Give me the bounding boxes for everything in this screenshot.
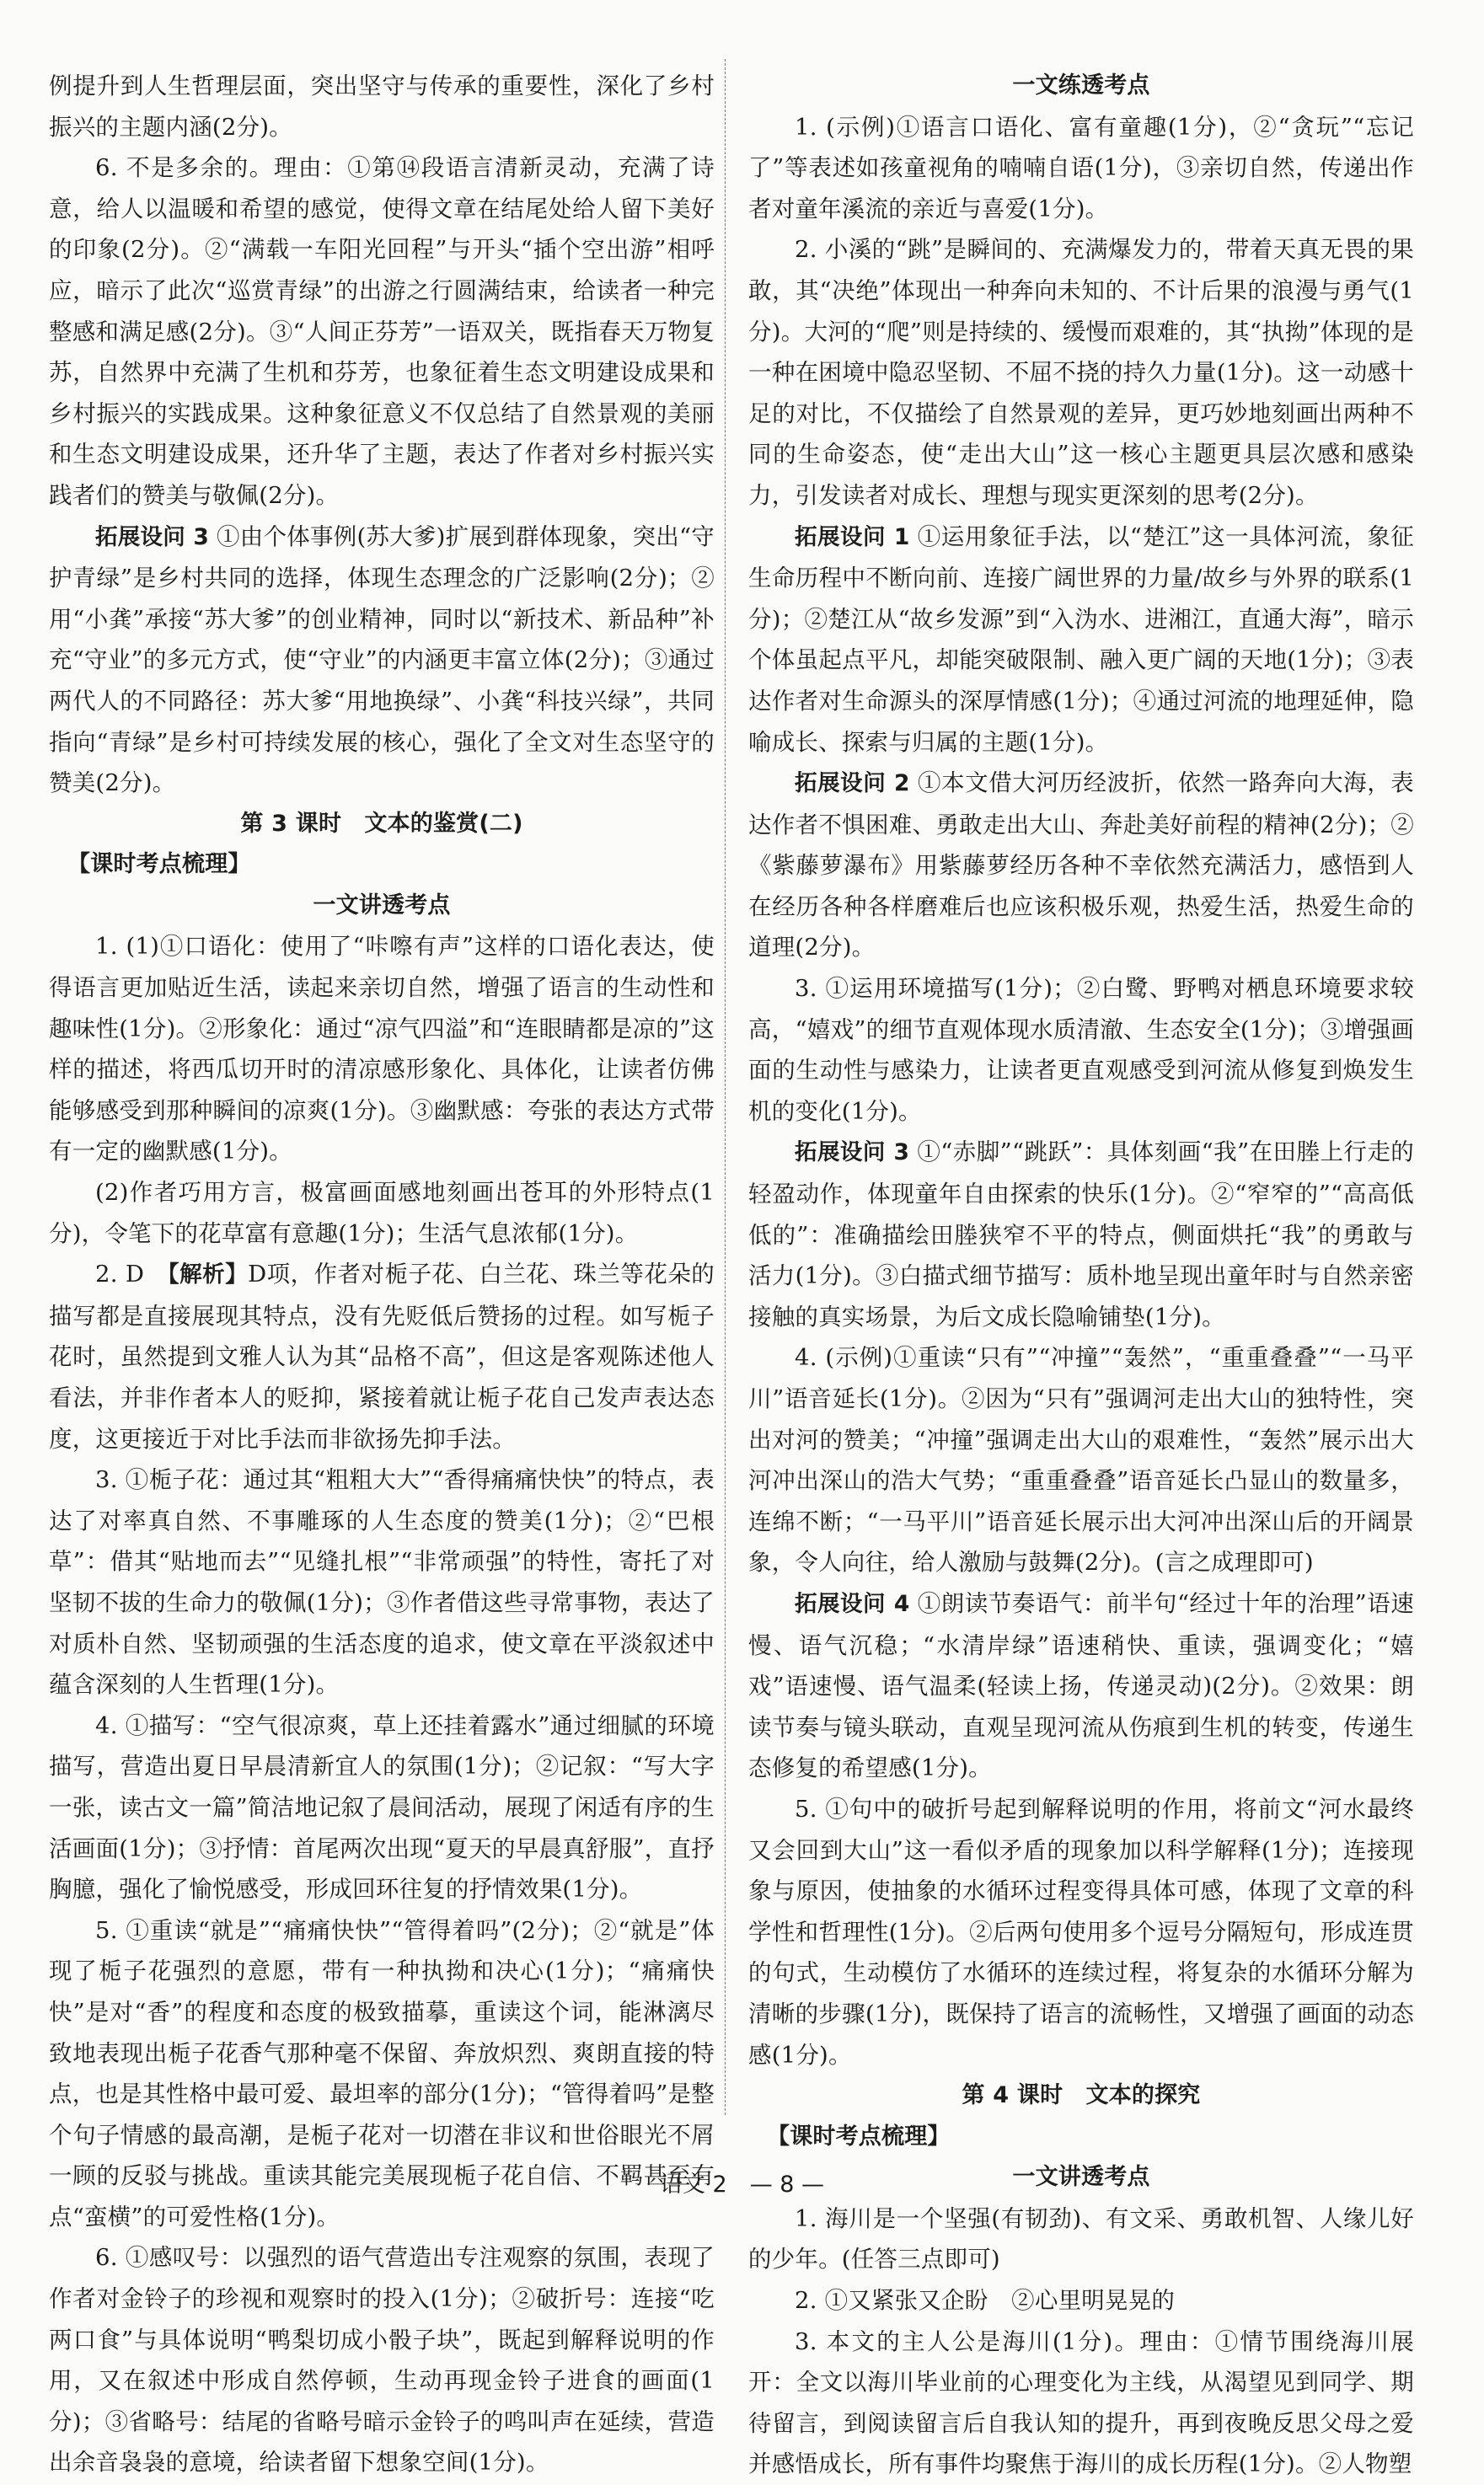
- answer-text: 5. ①句中的破折号起到解释说明的作用，将前文“河水最终又会回到大山”这一看似矛盾的现象加以科学解释(1分)；连接现象与原因，使抽象的水循环过程变得具体可感，体现了文章的科学性和哲理性(1分)。②后两句使用多个逗号分隔短句，形成连贯的句式，生动模仿了水循环的连续过程，将复杂的水循环分解为清晰的步骤(1分)，既保持了语言的流畅性，又增强了画面的动态感(1分)。: [748, 1795, 1414, 2069]
- answer-text: D项，作者对栀子花、白兰花、珠兰等花朵的描写都是直接展现其特点，没有先贬低后赞扬的过程。如写栀子花时，虽然提到文雅人认为其“品格不高”，但这是客观陈述他人看法，并非作者本人的贬抑，紧接着就让栀子花自己发声表达态度，这更接近于对比手法而非欲扬先抑手法。: [49, 1261, 715, 1453]
- answer-text: ①本文借大河历经波折，依然一路奔向大海，表达作者不惧困难、勇敢走出大山、奔赴美好前程的精神(2分)；②《紫藤萝瀑布》用紫藤萝经历各种不幸依然充满活力，感悟到人在经历各种各样磨难后也应该积极乐观，热爱生活，热爱生命的道理(2分)。: [748, 769, 1415, 961]
- answer-paragraph: [49, 147, 715, 516]
- question-label: 拓展设问 2: [795, 770, 910, 797]
- lesson-heading: 第 4 课时 文本的探究: [962, 2082, 1201, 2109]
- left-column: [49, 66, 715, 2483]
- answer-text: 1. 海川是一个坚强(有韧劲)、有文采、勇敢机智、人缘儿好的少年。(任答三点即可): [748, 2204, 1414, 2273]
- answer-text: 5. ①重读“就是”“痛痛快快”“管得着吗”(2分)；②“就是”体现了栀子花强烈的意愿，带有一种执拗和决心(1分)；“痛痛快快”是对“香”的程度和态度的极致描摹，重读这个词，能淋漓尽致地表现出栀子花香气那种毫不保留、奔放炽烈、爽朗直接的特点，也是其性格中最可爱、最坦率的部分(1分)；“管得着吗”是整个句子情感的最高潮，是栀子花对一切潜在非议和世俗眼光不屑一顾的反驳与挑战。重读其能完美展现栀子花自信、不羁甚至有点“蛮横”的可爱性格(1分)。: [49, 1916, 715, 2231]
- answer-paragraph: [49, 926, 715, 1172]
- answer-paragraph: [748, 1583, 1414, 1789]
- question-label: 拓展设问 3: [95, 523, 210, 550]
- answer-paragraph: [748, 107, 1414, 230]
- answer-text: ①运用象征手法，以“楚江”这一具体河流，象征生命历程中不断向前、连接广阔世界的力量/故乡与外界的联系(1分)；②楚江从“故乡发源”到“入沩水、进湘江，直通大海”，暗示个体虽起点平凡，却能突破限制、融入更广阔的天地(1分)；③表达作者对生命源头的深厚情感(1分)；④通过河流的地理延伸，隐喻成长、探索与归属的主题(1分)。: [748, 522, 1414, 756]
- question-label: 拓展设问 3: [795, 1139, 910, 1166]
- answer-text: 1. (1)①口语化：使用了“咔嚓有声”这样的口语化表达，使得语言更加贴近生活，读起来亲切自然，增强了语言的生动性和趣味性(1分)。②形象化：通过“凉气四溢”和“连眼睛都是凉的”这样的描述，将西瓜切开时的清凉感形象化、具体化，让读者仿佛能够感受到那种瞬间的凉爽(1分)。③幽默感：夸张的表达方式带有一定的幽默感(1分)。: [49, 933, 715, 1165]
- subsection-heading: 一文练透考点: [1012, 72, 1150, 99]
- answer-text: 2. 小溪的“跳”是瞬间的、充满爆发力的，带着天真无畏的果敢，其“决绝”体现出一种奔向未知的、不计后果的浪漫与勇气(1分)。大河的“爬”则是持续的、缓慢而艰难的，其“执拗”体现的是一种在困境中隐忍坚韧、不屈不挠的持久力量(1分)。这一动感十足的对比，不仅描绘了自然景观的差异，更巧妙地刻画出两种不同的生命姿态，使“走出大山”这一核心主题更具层次感和感染力，引发读者对成长、理想与现实更深刻的思考(2分)。: [748, 236, 1414, 509]
- answer-text: 2. ①又紧张又企盼 ②心里明晃晃的: [795, 2287, 1176, 2315]
- answer-prefix: 2. D: [95, 1261, 169, 1288]
- question-label: 拓展设问 4: [795, 1590, 910, 1617]
- answer-paragraph: [748, 1789, 1414, 2075]
- answer-text: ①由个体事例(苏大爹)扩展到群体现象，突出“守护青绿”是乡村共同的选择，体现生态理念的广泛影响(2分)；②用“小龚”承接“苏大爹”的创业精神，同时以“新技术、新品种”补充“守业”的多元方式，使“守业”的内涵更丰富立体(2分)；③通过两代人的不同路径：苏大爹“用地换绿”、小龚“科技兴绿”，共同指向“青绿”是乡村可持续发展的核心，强化了全文对生态坚守的赞美(2分)。: [49, 522, 715, 797]
- answer-paragraph: [49, 2237, 715, 2483]
- lesson-heading: 第 3 课时 文本的鉴赏(二): [240, 810, 523, 837]
- answer-paragraph: [49, 1706, 715, 1910]
- answer-paragraph: [748, 1337, 1414, 1583]
- answer-text: 1. (示例)①语言口语化、富有童趣(1分)，②“贪玩”“忘记了”等表述如孩童视角的喃喃自语(1分)，③亲切自然，传递出作者对童年溪流的亲近与喜爱(1分)。: [748, 113, 1414, 222]
- answer-paragraph: [748, 229, 1414, 516]
- page-footer: 语文 2 — 8 —: [659, 2172, 825, 2198]
- answer-paragraph: [49, 1172, 715, 1254]
- answer-paragraph: [748, 517, 1414, 763]
- answer-text: (2)作者巧用方言，极富画面感地刻画出苍耳的外形特点(1分)，令笔下的花草富有意趣(1分)；生活气息浓郁(1分)。: [49, 1179, 715, 1247]
- question-label: 拓展设问 1: [795, 523, 910, 550]
- answer-text: 3. ①栀子花：通过其“粗粗大大”“香得痛痛快快”的特点，表达了对率真自然、不事雕琢的人生态度的赞美(1分)；②“巴根草”：借其“贴地而去”“见缝扎根”“非常顽强”的特性，寄托了对坚韧不拔的生命力的敬佩(1分)；③作者借这些寻常事物，表达了对质朴自然、坚韧顽强的生活态度的追求，使文章在平淡叙述中蕴含深刻的人生哲理(1分)。: [49, 1466, 715, 1699]
- answer-text: ①朗读节奏语气：前半句“经过十年的治理”语速慢、语气沉稳；“水清岸绿”语速稍快、重读，强调变化；“嬉戏”语速慢、语气温柔(轻读上扬，传递灵动)(2分)。②效果：朗读节奏与镜头联动，直观呈现河流从伤痕到生机的转变，传递生态修复的希望感(1分)。: [748, 1589, 1414, 1782]
- answer-paragraph: [748, 1132, 1414, 1337]
- answer-paragraph: [748, 2198, 1414, 2280]
- answer-paragraph: [49, 1254, 715, 1459]
- answer-text: 6. 不是多余的。理由：①第⑭段语言清新灵动，充满了诗意，给人以温暖和希望的感觉，使得文章在结尾处给人留下美好的印象(2分)。②“满载一车阳光回程”与开头“插个空出游”相呼应，暗示了此次“巡赏青绿”的出游之行圆满结束，给读者一种完整感和满足感(2分)。③“人间正芬芳”一语双关，既指春天万物复苏，自然界中充满了生机和芬芳，也象征着生态文明建设成果和乡村振兴的实践成果。这种象征意义不仅总结了自然景观的美丽和生态文明建设成果，还升华了主题，表达了作者对乡村振兴实践者们的赞美与敬佩(2分)。: [49, 154, 715, 509]
- answer-text: 4. (示例)①重读“只有”“冲撞”“轰然”，“重重叠叠”“一马平川”语音延长(1分)。②因为“只有”强调河走出大山的独特性，突出对河的赞美；“冲撞”强调走出大山的艰难性，“轰然”展示出大河冲出深山的浩大气势；“重重叠叠”语音延长凸显山的数量多，连绵不断；“一马平川”语音延长展示出大河冲出深山后的开阔景象，令人向往，给人激励与鼓舞(2分)。(言之成理即可): [748, 1344, 1414, 1577]
- question-label: 【解析】: [168, 1261, 249, 1288]
- subsection-heading: 一文讲透考点: [313, 892, 451, 918]
- answer-paragraph: [748, 2322, 1414, 2485]
- answer-text: ①“赤脚”“跳跃”：具体刻画“我”在田塍上行走的轻盈动作，体现童年自由探索的快乐(1分)。②“窄窄的”“高高低低的”：准确描绘田塍狭窄不平的特点，侧面烘托“我”的勇敢与活力(1分)。③白描式细节描写：质朴地呈现出童年时与自然亲密接触的真实场景，为后文成长隐喻铺垫(1分)。: [748, 1138, 1414, 1331]
- answer-text: 6. ①感叹号：以强烈的语气营造出专注观察的氛围，表现了作者对金铃子的珍视和观察时的投入(1分)；②破折号：连接“吃两口食”与具体说明“鸭梨切成小骰子块”，既起到解释说明的作用，又在叙述中形成自然停顿，生动再现金铃子进食的画面(1分)；③省略号：结尾的省略号暗示金铃子的鸣叫声在延续，营造出余音袅袅的意境，给读者留下想象空间(1分)。: [49, 2244, 715, 2477]
- answer-text: 3. ①运用环境描写(1分)；②白鹭、野鸭对栖息环境要求较高，“嬉戏”的细节直观体现水质清澈、生态安全(1分)；③增强画面的生动性与感染力，让读者更直观感受到河流从修复到焕发生机的变化(1分)。: [748, 975, 1414, 1125]
- answer-text: 3. 本文的主人公是海川(1分)。理由：①情节围绕海川展开：全文以海川毕业前的心理变化为主线，从渴望见到同学、期待留言，到阅读留言后自我认知的提升，再到夜晚反思父母之爱并感悟成长，所有事件均聚焦于海川的成长历程(1分)。②人物塑: [748, 2327, 1414, 2478]
- answer-paragraph: [748, 763, 1414, 968]
- column-divider: [725, 59, 726, 2115]
- answer-text: 4. ①描写：“空气很凉爽，草上还挂着露水”通过细腻的环境描写，营造出夏日早晨清新宜人的氛围(1分)；②记叙：“写大字一张，读古文一篇”简洁地记叙了晨间活动，展现了闲适有序的生活画面(1分)；③抒情：首尾两次出现“夏天的早晨真舒服”，直抒胸臆，强化了愉悦感受，形成回环往复的抒情效果(1分)。: [49, 1711, 715, 1904]
- answer-paragraph: [748, 2280, 1414, 2322]
- right-column: [748, 66, 1414, 2485]
- answer-paragraph: [49, 66, 715, 147]
- answer-paragraph: [49, 517, 715, 804]
- subsection-heading: 一文讲透考点: [1012, 2164, 1150, 2191]
- section-heading: 【课时考点梳理】: [767, 2123, 951, 2150]
- section-heading: 【课时考点梳理】: [67, 851, 251, 878]
- answer-paragraph: [748, 968, 1414, 1132]
- answer-text: 例提升到人生哲理层面，突出坚守与传承的重要性，深化了乡村振兴的主题内涵(2分)。: [49, 72, 715, 141]
- answer-paragraph: [49, 1459, 715, 1706]
